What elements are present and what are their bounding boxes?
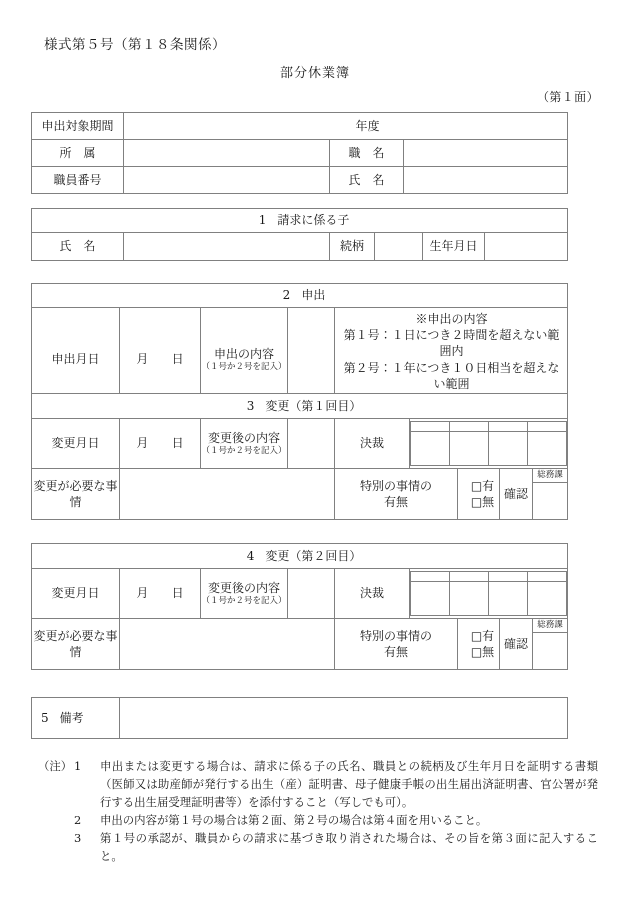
name-value[interactable] — [404, 167, 568, 194]
relation-label: 続柄 — [330, 233, 375, 261]
approval-header-cell-2[interactable] — [450, 572, 489, 582]
employee-no-label: 職員番号 — [32, 167, 124, 194]
relation-value[interactable] — [375, 233, 423, 261]
employee-no-value[interactable] — [124, 167, 330, 194]
soumu-label: 総務課 — [533, 469, 567, 483]
checkbox-no[interactable]: □無 — [470, 645, 495, 659]
approval-header-cell-4[interactable] — [528, 572, 567, 582]
change1-reason-value[interactable] — [120, 469, 335, 520]
note-index: 3 — [74, 831, 82, 846]
child-name-label: 氏 名 — [32, 233, 124, 261]
table-row — [32, 167, 568, 194]
table-row — [32, 619, 568, 670]
job-title-label: 職 名 — [330, 140, 404, 167]
section4-block — [31, 543, 567, 670]
checkbox-yes[interactable]: □有 — [470, 478, 495, 493]
note-text: 第１号の承認が、職員からの請求に基づき取り消された場合は、その旨を第３面に記入すること。 — [100, 831, 598, 864]
table-row — [32, 569, 568, 619]
special-label-line1: 特別の事情の — [359, 628, 432, 643]
table-row — [32, 698, 568, 739]
period-label: 申出対象期間 — [32, 113, 124, 140]
change2-content-label — [201, 569, 288, 619]
section1-table — [31, 208, 568, 261]
change2-reason-label: 変更が必要な事情 — [32, 619, 120, 670]
section5-value[interactable] — [120, 698, 568, 739]
change2-approval-grid — [410, 569, 568, 619]
approval-stamp-cell-2[interactable] — [450, 432, 489, 466]
change1-date-label: 変更月日 — [32, 419, 120, 469]
approval-header-cell-1[interactable] — [411, 572, 450, 582]
approval-subgrid — [410, 571, 567, 616]
table-row — [32, 284, 568, 308]
section1-title: 請求に係る子 — [277, 213, 350, 228]
name-label: 氏 名 — [330, 167, 404, 194]
month-label: 月 — [136, 586, 149, 601]
day-label: 日 — [171, 586, 184, 601]
document-title: 部分休業簿 — [279, 66, 350, 81]
section5-block — [31, 697, 567, 739]
soumu-subgrid — [533, 619, 567, 669]
soumu-subgrid — [533, 469, 567, 519]
page-face-label: （第１面） — [536, 90, 599, 104]
section3-title: 変更（第１回目） — [265, 398, 362, 413]
note-line-1: 第１号：１日につき２時間を超えない範囲内 — [343, 328, 560, 359]
child-name-value[interactable] — [124, 233, 330, 261]
approval-header-row — [411, 572, 567, 582]
section2-number: 2 — [282, 288, 291, 303]
approval-header-cell-2[interactable] — [450, 422, 489, 432]
change1-content-label-text: 変更後の内容 — [207, 431, 280, 446]
table-row — [32, 469, 568, 520]
note-text: 申出または変更する場合は、請求に係る子の氏名、職員との続柄及び生年月日を証明する書類（医師又は助産師が発行する出生（産）証明書、母子健康手帳の出生届出済証明書、官公署が発行する出生届受理証明書等）を添付すること（写しでも可）。 — [100, 759, 598, 810]
change1-approval-grid — [410, 419, 568, 469]
change2-special-checkboxes[interactable] — [458, 619, 500, 670]
soumu-label: 総務課 — [533, 619, 567, 633]
change1-content-value[interactable] — [288, 419, 335, 469]
approval-stamp-cell-1[interactable] — [411, 432, 450, 466]
section4-heading — [32, 544, 568, 569]
month-label: 月 — [136, 352, 149, 367]
notes-section — [38, 757, 598, 865]
approval-body-row — [411, 582, 567, 616]
section3-table — [31, 393, 568, 520]
approval-stamp-cell-2[interactable] — [450, 582, 489, 616]
approval-header-cell-3[interactable] — [489, 422, 528, 432]
note-item — [38, 757, 598, 811]
change2-confirm-label: 確認 — [500, 619, 533, 670]
applicant-table-block — [31, 112, 567, 194]
day-label: 日 — [171, 352, 184, 367]
change2-content-value[interactable] — [288, 569, 335, 619]
approval-stamp-cell-3[interactable] — [489, 582, 528, 616]
change2-reason-value[interactable] — [120, 619, 335, 670]
change1-soumu-cell — [533, 469, 568, 520]
soumu-caption-row — [533, 619, 567, 633]
affiliation-value[interactable] — [124, 140, 330, 167]
apply-content-label-text: 申出の内容 — [213, 347, 274, 362]
note-line-2: 第２号：１年につき１０日相当を超えない範囲 — [343, 360, 560, 391]
approval-header-cell-1[interactable] — [411, 422, 450, 432]
note-index: 1 — [74, 759, 82, 773]
approval-header-cell-3[interactable] — [489, 572, 528, 582]
change2-special-label — [335, 619, 458, 670]
approval-stamp-cell-1[interactable] — [411, 582, 450, 616]
period-value[interactable]: 年度 — [124, 113, 568, 140]
change2-content-sublabel: （１号か２号を記入） — [201, 596, 287, 607]
change2-content-label-text: 変更後の内容 — [207, 581, 280, 596]
soumu-value-row — [533, 483, 567, 520]
section3-block — [31, 393, 567, 520]
checkbox-no[interactable]: □無 — [470, 495, 495, 509]
change1-date-value[interactable] — [120, 419, 201, 469]
change1-content-sublabel: （１号か２号を記入） — [201, 446, 287, 457]
table-row — [32, 233, 568, 261]
day-label: 日 — [171, 436, 184, 451]
section4-title: 変更（第２回目） — [265, 548, 362, 563]
birthdate-label: 生年月日 — [423, 233, 485, 261]
table-row — [32, 209, 568, 233]
section4-number: 4 — [246, 548, 255, 563]
note-item — [38, 829, 598, 865]
note-index: 2 — [74, 813, 82, 828]
month-label: 月 — [136, 436, 149, 451]
section5-heading — [32, 698, 120, 739]
change2-approval-label: 決裁 — [335, 569, 410, 619]
change1-reason-label: 変更が必要な事情 — [32, 469, 120, 520]
change1-special-label — [335, 469, 458, 520]
section2-heading — [32, 284, 568, 308]
table-row — [32, 113, 568, 140]
soumu-value[interactable] — [533, 633, 567, 670]
soumu-value[interactable] — [533, 483, 567, 520]
checkbox-yes[interactable]: □有 — [470, 628, 495, 643]
approval-stamp-cell-4[interactable] — [528, 582, 567, 616]
change1-confirm-label: 確認 — [500, 469, 533, 520]
approval-stamp-cell-4[interactable] — [528, 432, 567, 466]
approval-header-cell-4[interactable] — [528, 422, 567, 432]
birthdate-value[interactable] — [485, 233, 568, 261]
change1-content-label — [201, 419, 288, 469]
table-row — [32, 419, 568, 469]
section4-table — [31, 543, 568, 670]
change2-soumu-cell — [533, 619, 568, 670]
apply-content-sublabel: （１号か２号を記入） — [201, 362, 287, 373]
section5-number: 5 — [41, 710, 49, 725]
change1-special-checkboxes[interactable] — [458, 469, 500, 520]
change2-date-value[interactable] — [120, 569, 201, 619]
approval-header-row — [411, 422, 567, 432]
section3-number: 3 — [246, 398, 255, 413]
section1-number: 1 — [258, 213, 267, 228]
special-label-line2: 有無 — [383, 495, 408, 509]
note-item — [38, 811, 598, 829]
approval-subgrid — [410, 421, 567, 466]
table-row — [32, 394, 568, 419]
soumu-value-row — [533, 633, 567, 670]
notes-tag: （注） — [38, 759, 73, 773]
section5-title: 備考 — [59, 710, 84, 725]
section2-title: 申出 — [301, 288, 326, 303]
table-row — [32, 544, 568, 569]
approval-stamp-cell-3[interactable] — [489, 432, 528, 466]
job-title-value[interactable] — [404, 140, 568, 167]
note-text: 申出の内容が第１号の場合は第２面、第２号の場合は第４面を用いること。 — [100, 813, 488, 828]
affiliation-label: 所 属 — [32, 140, 124, 167]
special-label-line2: 有無 — [383, 645, 408, 659]
section5-table — [31, 697, 568, 739]
section1-heading — [32, 209, 568, 233]
section1-block — [31, 208, 567, 261]
soumu-caption-row — [533, 469, 567, 483]
change1-approval-label: 決裁 — [335, 419, 410, 469]
change2-date-label: 変更月日 — [32, 569, 120, 619]
note-title: ※申出の内容 — [415, 312, 488, 326]
applicant-table — [31, 112, 568, 194]
section3-heading — [32, 394, 568, 419]
apply-date-label: 申出月日 — [32, 308, 120, 412]
form-number: 様式第５号（第１８条関係） — [44, 37, 226, 53]
table-row — [32, 140, 568, 167]
approval-body-row — [411, 432, 567, 466]
special-label-line1: 特別の事情の — [359, 478, 432, 493]
